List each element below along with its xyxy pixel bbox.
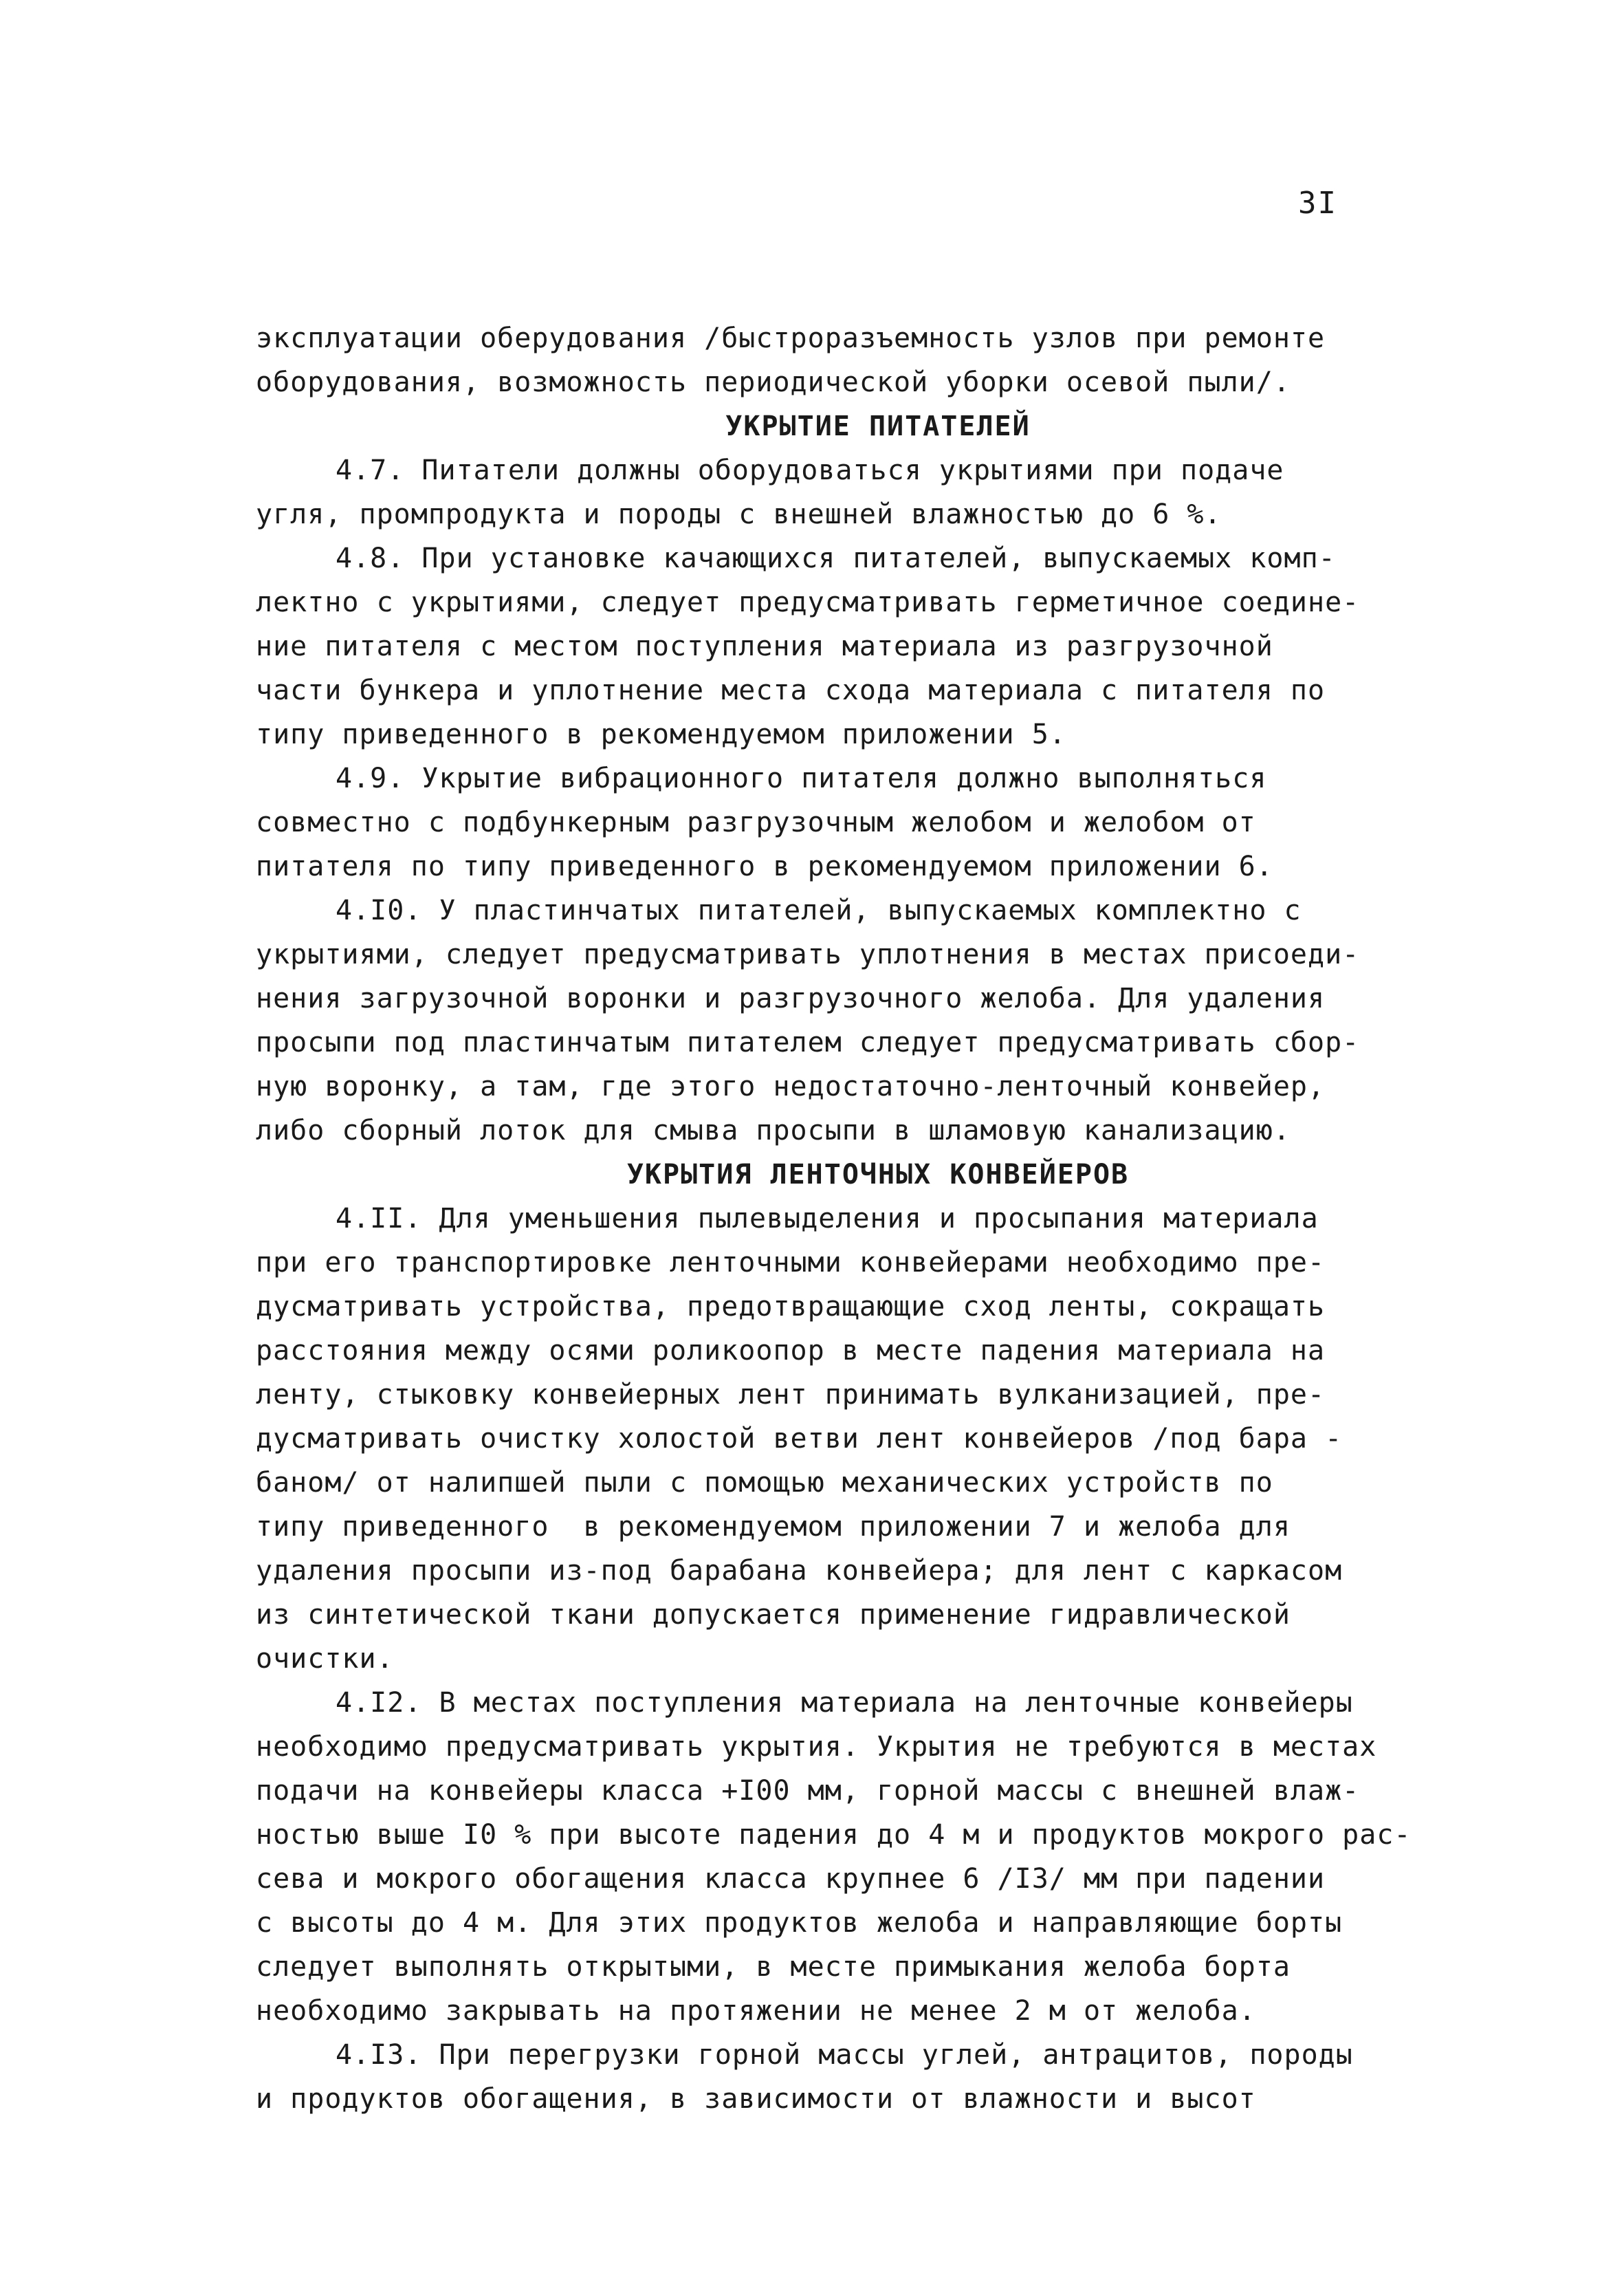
- text-line: ную воронку, а там, где этого недостаточно-ленточный конвейер,: [256, 1071, 1326, 1102]
- text-line: угля, промпродукта и породы с внешней влажностью до 6 %.: [256, 499, 1222, 530]
- text-line: части бункера и уплотнение места схода материала с питателя по: [256, 675, 1326, 706]
- text-line: совместно с подбункерным разгрузочным желобом и желобом от: [256, 807, 1256, 838]
- text-line: 4.8. При установке качающихся питателей, выпускаемых комп-: [336, 543, 1336, 574]
- text-line: 4.9. Укрытие вибрационного питателя должно выполняться: [336, 763, 1267, 794]
- text-line: подачи на конвейеры класса +I00 мм, горной массы с внешней влаж-: [256, 1775, 1360, 1807]
- text-line: очистки.: [256, 1643, 394, 1675]
- text-line: и продуктов обогащения, в зависимости от влажности и высот: [256, 2083, 1256, 2115]
- text-line: питателя по типу приведенного в рекомендуемом приложении 6.: [256, 851, 1273, 882]
- text-line: 4.I3. При перегрузки горной массы углей, антрацитов, породы: [336, 2039, 1353, 2071]
- text-line: баном/ от налипшей пыли с помощью механических устройств по: [256, 1467, 1273, 1499]
- text-line: удаления просыпи из-под барабана конвейера; для лент с каркасом: [256, 1555, 1343, 1587]
- section-heading: УКРЫТИЯ ЛЕНТОЧНЫХ КОНВЕЙЕРОВ: [626, 1159, 1130, 1190]
- text-line: 4.I0. У пластинчатых питателей, выпускаемых комплектно с: [336, 895, 1302, 926]
- text-line: 4.II. Для уменьшения пылевыделения и просыпания материала: [336, 1203, 1319, 1234]
- text-line: с высоты до 4 м. Для этих продуктов желоба и направляющие борты: [256, 1907, 1343, 1939]
- text-line: ленту, стыковку конвейерных лент принимать вулканизацией, пре-: [256, 1379, 1326, 1411]
- text-line: эксплуатации оберудования /быстроразъемность узлов при ремонте: [256, 323, 1326, 354]
- text-line: нения загрузочной воронки и разгрузочного желоба. Для удаления: [256, 983, 1326, 1014]
- text-line: укрытиями, следует предусматривать уплотнения в местах присоеди-: [256, 939, 1360, 970]
- text-line: дусматривать устройства, предотвращающие сход ленты, сокращать: [256, 1291, 1326, 1322]
- text-line: оборудования, возможность периодической уборки осевой пыли/.: [256, 367, 1291, 398]
- text-line: 4.7. Питатели должны оборудоваться укрытиями при подаче: [336, 455, 1284, 486]
- text-line: необходимо закрывать на протяжении не менее 2 м от желоба.: [256, 1995, 1256, 2027]
- text-line: сева и мокрого обогащения класса крупнее 6 /I3/ мм при падении: [256, 1863, 1326, 1895]
- text-line: типу приведенного в рекомендуемом приложении 5.: [256, 719, 1066, 750]
- text-line: необходимо предусматривать укрытия. Укрытия не требуются в местах: [256, 1731, 1377, 1763]
- text-line: 4.I2. В местах поступления материала на ленточные конвейеры: [336, 1687, 1353, 1719]
- text-line: типу приведенного в рекомендуемом приложении 7 и желоба для: [256, 1511, 1291, 1543]
- text-line: следует выполнять открытыми, в месте примыкания желоба борта: [256, 1951, 1291, 1983]
- page-number: 3I: [1298, 186, 1337, 221]
- text-line: либо сборный лоток для смыва просыпи в шламовую канализацию.: [256, 1115, 1291, 1146]
- text-line: расстояния между осями роликоопор в месте падения материала на: [256, 1335, 1326, 1367]
- text-line: из синтетической ткани допускается применение гидравлической: [256, 1599, 1291, 1631]
- text-line: ностью выше I0 % при высоте падения до 4 м и продуктов мокрого рас-: [256, 1819, 1412, 1851]
- section-heading: УКРЫТИЕ ПИТАТЕЛЕЙ: [725, 411, 1031, 442]
- text-line: просыпи под пластинчатым питателем следует предусматривать сбор-: [256, 1027, 1360, 1058]
- document-body: [256, 316, 1452, 2121]
- text-line: лектно с укрытиями, следует предусматривать герметичное соедине-: [256, 587, 1360, 618]
- text-line: при его транспортировке ленточными конвейерами необходимо пре-: [256, 1247, 1326, 1278]
- text-line: ние питателя с местом поступления материала из разгрузочной: [256, 631, 1273, 662]
- text-line: дусматривать очистку холостой ветви лент конвейеров /под бара -: [256, 1423, 1343, 1455]
